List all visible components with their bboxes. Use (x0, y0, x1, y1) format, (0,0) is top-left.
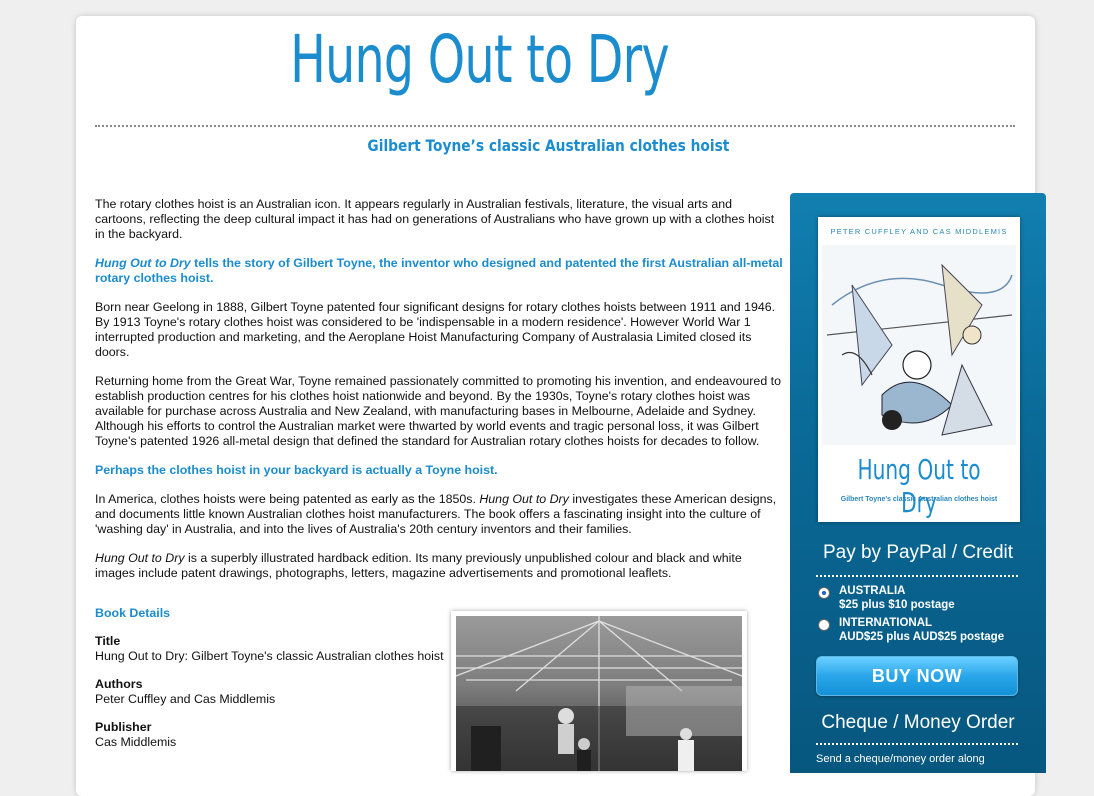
authors-label: Authors (95, 677, 143, 691)
paragraph: The rotary clothes hoist is an Australian icon. It appears regularly in Australian festivals, literature, the visual arts and cartoons, reflecting the deep cultural impact it has had on generations of Australians who have grown up with a clothes hoist in the backyard. (95, 197, 775, 241)
pay-heading: Pay by PayPal / Credit (822, 542, 1014, 563)
option-region: INTERNATIONAL (839, 617, 933, 629)
authors-value: Peter Cuffley and Cas Middlemis (95, 692, 276, 706)
cover-authors: PETER CUFFLEY AND CAS MIDDLEMIS (830, 227, 1008, 236)
book-title-em: Hung Out to Dry (95, 551, 185, 565)
book-title-em: Hung Out to Dry (479, 492, 569, 506)
option-price: $25 plus $10 postage (839, 599, 955, 611)
site-subtitle: Gilbert Toyne’s classic Australian clothes hoist (367, 136, 730, 155)
photo-image (456, 616, 742, 771)
buy-now-button[interactable]: BUY NOW (816, 656, 1018, 696)
title-divider (95, 125, 1015, 127)
paragraph: Returning home from the Great War, Toyne remained passionately committed to promoting his invention, and endeavoured to establish production centres for his clothes hoist nationwide and beyond. By the 1930s, Toyne's rotary clothes hoist was available for purchase across Australia and New Zealand, with manufacturing bases in Melbourne, Adelaide and Sydney. Although his efforts to control the Australian market were thwarted by world events and tragic personal loss, it was Gilbert Toyne's patented 1926 all-metal design that defined the standard for Australian rotary clothes hoists for decades to follow. (95, 374, 781, 448)
text-span: In America, clothes hoists were being patented as early as the 1850s. (95, 492, 480, 506)
radio-international[interactable] (818, 619, 830, 631)
radio-australia[interactable] (818, 587, 830, 599)
option-price: AUD$25 plus AUD$25 postage (839, 631, 1005, 643)
title-label: Title (95, 634, 121, 648)
option-region: AUSTRALIA (839, 585, 906, 597)
option-label (839, 584, 955, 612)
pay-divider (816, 575, 1018, 577)
book-title-em: Hung Out to Dry (95, 256, 191, 270)
paragraph (95, 551, 783, 581)
cover-subtitle: Gilbert Toyne's classic Australian clothes hoist (840, 496, 998, 503)
book-details-heading: Book Details (95, 606, 171, 620)
option-label (839, 616, 1004, 644)
book-cover[interactable] (818, 217, 1020, 522)
cheque-heading: Cheque / Money Order (821, 712, 1015, 733)
publisher-value: Cas Middlemis (95, 735, 177, 749)
highlight-paragraph: Perhaps the clothes hoist in your backyard is actually a Toyne hoist. (95, 463, 498, 477)
highlight-paragraph (95, 256, 783, 286)
site-title: Hung Out to Dry (290, 21, 669, 98)
cheque-divider (816, 743, 1018, 745)
intro-text (95, 197, 783, 595)
paragraph (95, 492, 783, 537)
title-value: Hung Out to Dry: Gilbert Toyne's classic Australian clothes hoist (95, 649, 444, 663)
cheque-text: Send a cheque/money order along (816, 753, 985, 765)
text-span: is a superbly illustrated hardback edition. Its many previously unpublished colour and black and white images include patent drawings, photographs, letters, magazine advertisements and promotional leaflets. (95, 551, 742, 580)
photo-illustration (456, 616, 742, 771)
paragraph: Born near Geelong in 1888, Gilbert Toyne patented four significant designs for rotary clothes hoists between 1911 and 1946. By 1913 Toyne's rotary clothes hoist was considered to be 'indispensable in a modern residence'. However World War 1 interrupted production and marketing, and the Aeroplane Hoist Manufacturing Company of Australasia Limited closed its doors. (95, 300, 776, 359)
cover-title: Hung Out to Dry (857, 453, 981, 519)
book-details (95, 606, 445, 763)
highlight-text: tells the story of Gilbert Toyne, the inventor who designed and patented the first Australian all-metal rotary clothes hoist. (95, 256, 783, 285)
clothes-hoist-photo (451, 611, 747, 771)
cover-illustration (822, 245, 1016, 445)
publisher-label: Publisher (95, 720, 152, 734)
text-span: investigates these American designs, and documents little known Australian clothes hoist manufacturers. The book offers a fascinating insight into the culture of 'washing day' in Australia, and into the lives of Australia's 20th century inventors and their families. (95, 492, 777, 536)
purchase-sidebar (790, 193, 1046, 773)
